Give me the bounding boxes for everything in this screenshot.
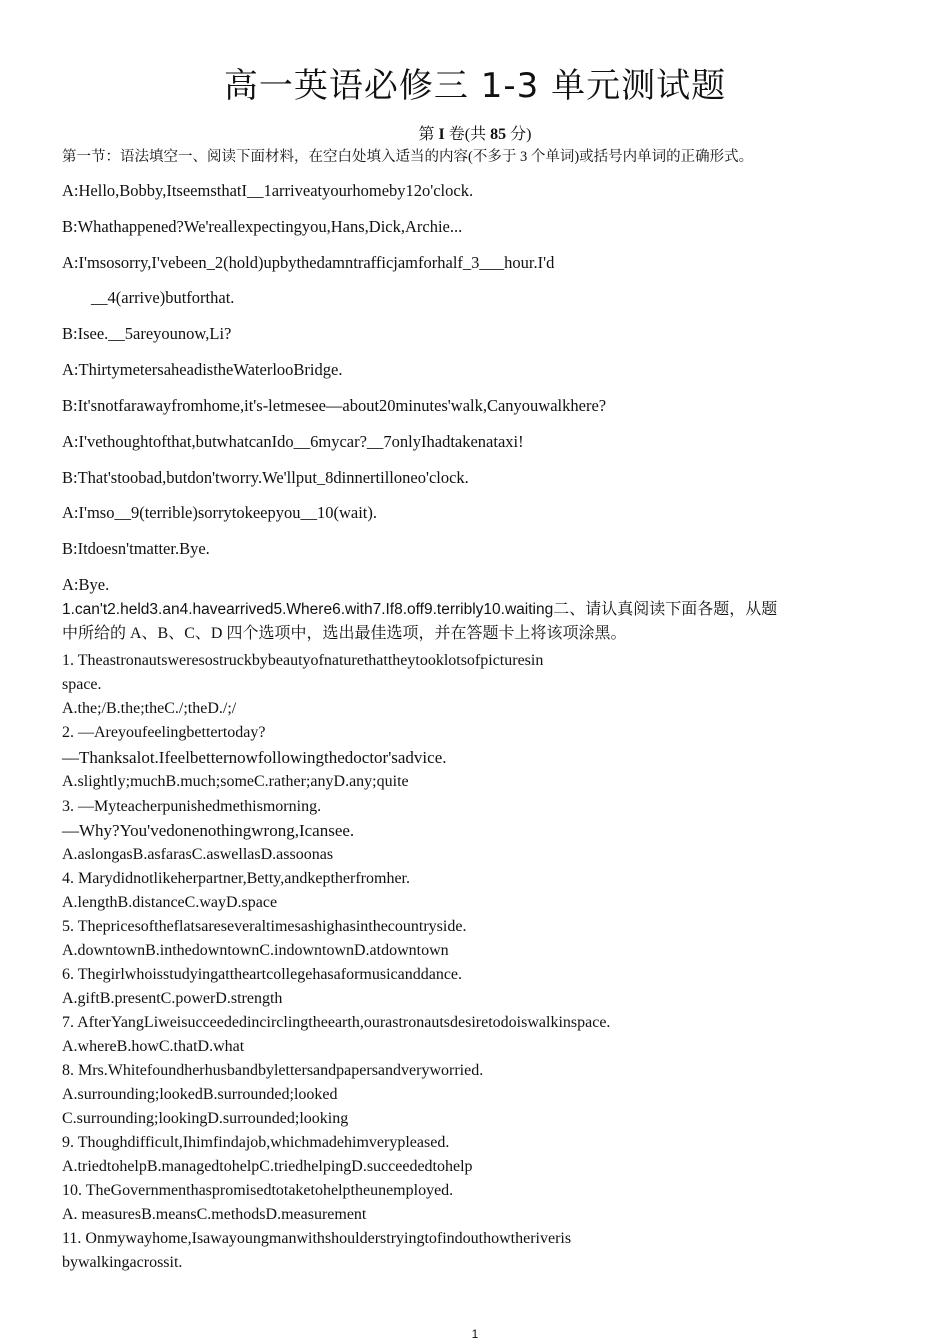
section-subtitle: 第 I 卷(共 85 分) — [418, 126, 532, 143]
dialogue-line: A:Hello,Bobby,ItseemsthatI__1arriveatyourhomeby12o'clock. — [62, 181, 474, 200]
question-options: C.surrounding;lookingD.surrounded;looking — [62, 1110, 349, 1127]
question-line: 1. Theastronautsweresostruckbybeautyofnaturethattheytooklotsofpicturesin — [62, 652, 544, 669]
answer-key: 1.can't2.held3.an4.havearrived5.Where6.with7.If8.off9.terribly10.waiting — [62, 601, 554, 618]
section-1-instructions: 第一节：语法填空一、阅读下面材料，在空白处填入适当的内容(不多于 3 个单词)或括号内单词的正确形式。 — [62, 149, 754, 165]
question-line: —Thanksalot.Ifeelbetternowfollowingthedoctor'sadvice. — [62, 748, 447, 767]
question-options: A. measuresB.meansC.methodsD.measurement — [62, 1206, 367, 1223]
question-options: A.lengthB.distanceC.wayD.space — [62, 894, 278, 911]
question-line: 9. Thoughdifficult,Ihimfindajob,whichmadehimverypleased. — [62, 1134, 450, 1151]
dialogue-line: A:I'msosorry,I'vebeen_2(hold)upbythedamntrafficjamforhalf_3___hour.I'd — [62, 253, 555, 272]
question-options: A.triedtohelpB.managedtohelpC.triedhelpingD.succeededtohelp — [62, 1158, 473, 1175]
question-line: 11. Onmywayhome,Isawayoungmanwithshoulderstryingtofindouthowtheriveris — [62, 1230, 572, 1247]
question-line: 5. Thepricesoftheflatsareseveraltimesashighasinthecountryside. — [62, 918, 467, 935]
section-2-instructions-cont: 中所给的 A、B、C、D 四个选项中，选出最佳选项，并在答题卡上将该项涂黑。 — [62, 625, 627, 642]
question-line: space. — [62, 676, 102, 693]
question-options: A.giftB.presentC.powerD.strength — [62, 990, 283, 1007]
page-number: 1 — [471, 1327, 479, 1341]
question-line: 7. AfterYangLiweisucceededincirclingtheearth,ourastronautsdesiretodoiswalkinspace. — [62, 1014, 611, 1031]
dialogue-line: A:I'vethoughtofthat,butwhatcanIdo__6mycar?__7onlyIhadtakenataxi! — [62, 432, 524, 451]
dialogue-line: B:Itdoesn'tmatter.Bye. — [62, 539, 210, 558]
question-options: A.whereB.howC.thatD.what — [62, 1038, 245, 1055]
dialogue-line: A:ThirtymetersaheadistheWaterlooBridge. — [62, 360, 343, 379]
section-2-instructions: 二、请认真阅读下面各题，从题 — [553, 601, 778, 618]
question-options: A.surrounding;lookedB.surrounded;looked — [62, 1086, 338, 1103]
question-line: 8. Mrs.Whitefoundherhusbandbylettersandpapersandveryworried. — [62, 1062, 484, 1079]
answers-and-section-2-intro — [62, 600, 777, 620]
dialogue-line: B:It'snotfarawayfromhome,it's-letmesee—about20minutes'walk,Canyouwalkhere? — [62, 396, 607, 415]
dialogue-line: B:That'stoobad,butdon'tworry.We'llput_8dinnertilloneo'clock. — [62, 468, 469, 487]
question-options: A.the;/B.the;theC./;theD./;/ — [62, 700, 237, 717]
page-title: 高一英语必修三 1-3 单元测试题 — [223, 66, 727, 106]
dialogue-line: A:I'mso__9(terrible)sorrytokeepyou__10(wait). — [62, 503, 378, 522]
question-line: 10. TheGovernmenthaspromisedtotaketohelptheunemployed. — [62, 1182, 454, 1199]
question-options: A.aslongasB.asfarasC.aswellasD.assoonas — [62, 846, 334, 863]
dialogue-line: B:Whathappened?We'reallexpectingyou,Hans,Dick,Archie... — [62, 217, 463, 236]
question-line: 3. —Myteacherpunishedmethismorning. — [62, 798, 322, 815]
dialogue-line: B:Isee.__5areyounow,Li? — [62, 324, 232, 343]
question-line: 2. —Areyoufeelingbettertoday? — [62, 724, 266, 741]
question-options: A.downtownB.inthedowntownC.indowntownD.atdowntown — [62, 942, 449, 959]
question-line: —Why?You'vedonenothingwrong,Icansee. — [62, 821, 355, 840]
question-line: bywalkingacrossit. — [62, 1254, 183, 1271]
dialogue-line: A:Bye. — [62, 575, 110, 594]
dialogue-line: __4(arrive)butforthat. — [91, 288, 235, 307]
question-line: 4. Marydidnotlikeherpartner,Betty,andkeptherfromher. — [62, 870, 410, 887]
question-options: A.slightly;muchB.much;someC.rather;anyD.any;quite — [62, 773, 409, 790]
question-line: 6. Thegirlwhoisstudyingattheartcollegehasaformusicanddance. — [62, 966, 463, 983]
